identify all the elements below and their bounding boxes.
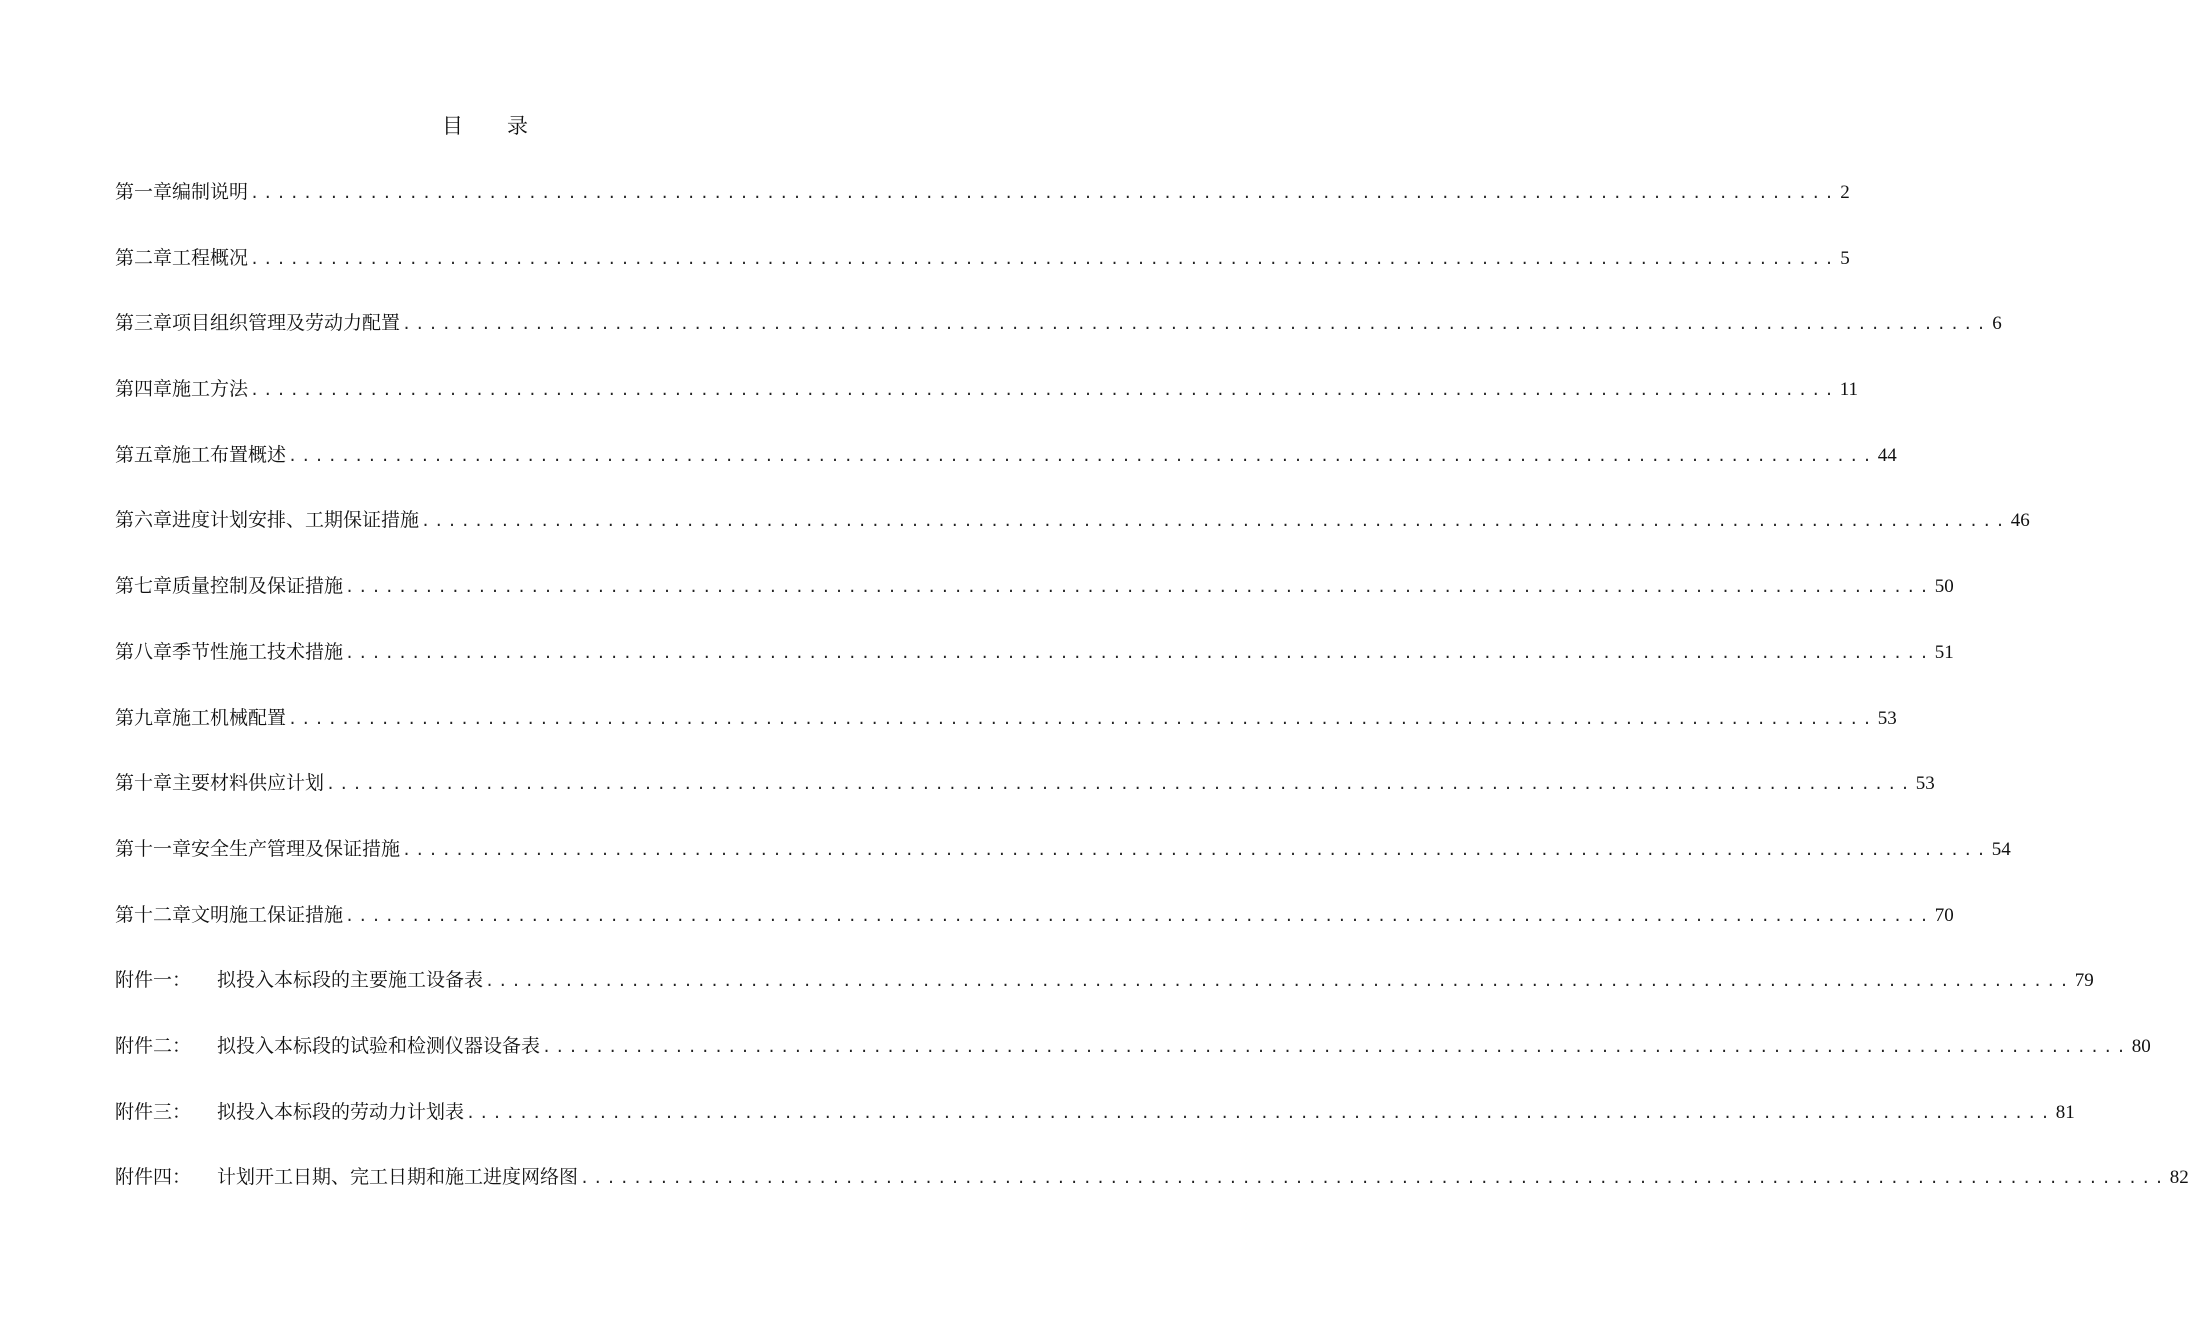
- toc-entry-title: 第一章编制说明: [115, 181, 249, 203]
- toc-entry[interactable]: [115, 304, 2002, 370]
- toc-entry-page-number: 46: [2010, 510, 2030, 532]
- toc-entry[interactable]: [115, 1093, 2075, 1159]
- toc-entry[interactable]: [115, 436, 1897, 502]
- toc-entry-title: 第八章季节性施工技术措施: [115, 640, 344, 663]
- toc-entry-title: 计划开工日期、完工日期和施工进度网络图: [217, 1166, 579, 1189]
- toc-entry-title: 第五章施工布置概述: [115, 443, 287, 466]
- dot-leader: ........................................................................................................................: [421, 512, 2009, 531]
- toc-list: [115, 173, 2189, 1224]
- dot-leader: ........................................................................................................................: [250, 381, 1838, 400]
- toc-entry-label: [115, 370, 248, 408]
- toc-entry-label: [115, 961, 483, 999]
- toc-entry-page-number: 54: [1991, 838, 2011, 860]
- toc-title-char-2: 录: [507, 114, 528, 138]
- toc-entry[interactable]: [115, 896, 1954, 962]
- dot-leader: ........................................................................................................................: [326, 775, 1914, 794]
- toc-entry-page-number: 81: [2055, 1101, 2075, 1123]
- toc-entry-title: 拟投入本标段的劳动力计划表: [217, 1100, 465, 1123]
- toc-entry-label: [115, 1093, 464, 1131]
- toc-entry[interactable]: [115, 961, 2094, 1027]
- dot-leader: ........................................................................................................................: [250, 249, 1838, 268]
- dot-leader: ........................................................................................................................: [402, 315, 1990, 334]
- dot-leader: ........................................................................................................................: [345, 578, 1933, 597]
- toc-entry-label: [115, 699, 286, 737]
- toc-entry-page-number: 70: [1934, 904, 1954, 926]
- toc-entry-title: 拟投入本标段的主要施工设备表: [217, 969, 484, 992]
- toc-entry-page-number: 53: [1915, 773, 1935, 795]
- toc-entry-title: 第九章施工机械配置: [115, 706, 287, 729]
- toc-entry-label: [115, 304, 400, 342]
- toc-entry-page-number: 82: [2169, 1167, 2189, 1189]
- dot-leader: ........................................................................................................................: [402, 840, 1990, 859]
- dot-leader: ........................................................................................................................: [466, 1103, 2054, 1122]
- toc-entry-label: [115, 830, 400, 868]
- toc-entry-label: [115, 436, 286, 474]
- toc-entry[interactable]: [115, 173, 1850, 239]
- toc-entry-label: [115, 1027, 540, 1065]
- toc-entry-prefix: 附件一：: [115, 969, 192, 992]
- toc-entry[interactable]: [115, 567, 1954, 633]
- toc-entry-label: [115, 567, 343, 605]
- toc-entry-page-number: 2: [1840, 182, 1850, 203]
- toc-title: [0, 110, 970, 140]
- toc-entry-prefix: 附件二：: [115, 1034, 192, 1057]
- toc-entry-page-number: 6: [1992, 313, 2002, 335]
- toc-entry-title: 拟投入本标段的试验和检测仪器设备表: [217, 1034, 541, 1057]
- toc-entry-page-number: 80: [2131, 1035, 2151, 1057]
- toc-entry-prefix: 附件三：: [115, 1100, 192, 1123]
- dot-leader: ........................................................................................................................: [580, 1169, 2168, 1188]
- toc-entry[interactable]: [115, 1158, 2189, 1224]
- toc-entry-page-number: 53: [1877, 707, 1897, 729]
- toc-entry-title: 第二章工程概况: [115, 246, 249, 269]
- toc-entry-page-number: 50: [1934, 576, 1954, 598]
- toc-entry-label: [115, 239, 248, 277]
- toc-entry-page-number: 79: [2074, 970, 2094, 992]
- toc-entry-prefix: 附件四：: [115, 1166, 192, 1189]
- toc-entry-title: 第十一章安全生产管理及保证措施: [115, 837, 401, 860]
- toc-entry-label: [115, 633, 343, 671]
- toc-entry[interactable]: [115, 830, 2011, 896]
- dot-leader: ........................................................................................................................: [542, 1037, 2130, 1056]
- toc-entry-label: [115, 764, 324, 802]
- dot-leader: ........................................................................................................................: [485, 972, 2073, 991]
- toc-title-char-1: 目: [442, 114, 463, 138]
- toc-entry[interactable]: [115, 764, 1935, 830]
- toc-entry-title: 第七章质量控制及保证措施: [115, 575, 344, 598]
- toc-entry[interactable]: [115, 1027, 2151, 1093]
- toc-entry-title: 第十二章文明施工保证措施: [115, 903, 344, 926]
- toc-entry-label: [115, 896, 343, 934]
- toc-entry-page-number: 44: [1877, 444, 1897, 466]
- toc-entry-page-number: 5: [1840, 247, 1850, 269]
- toc-entry-page-number: 11: [1839, 379, 1859, 401]
- dot-leader: ........................................................................................................................: [345, 643, 1933, 662]
- toc-entry[interactable]: [115, 370, 1859, 436]
- toc-entry-title: 第六章进度计划安排、工期保证措施: [115, 509, 420, 532]
- toc-entry-page-number: 51: [1934, 641, 1954, 663]
- dot-leader: ........................................................................................................................: [345, 906, 1933, 925]
- toc-entry-label: [115, 173, 248, 211]
- toc-entry-title: 第四章施工方法: [115, 378, 249, 401]
- dot-leader: ........................................................................................................................: [288, 709, 1876, 728]
- toc-entry[interactable]: [115, 699, 1897, 765]
- toc-entry[interactable]: [115, 633, 1954, 699]
- toc-entry-title: 第十章主要材料供应计划: [115, 772, 325, 795]
- toc-entry-title: 第三章项目组织管理及劳动力配置: [115, 312, 401, 335]
- toc-entry[interactable]: [115, 239, 1850, 305]
- toc-entry-label: [115, 1158, 578, 1196]
- toc-entry-label: [115, 501, 419, 539]
- toc-entry[interactable]: [115, 501, 2030, 567]
- dot-leader: ........................................................................................................................: [288, 446, 1876, 465]
- dot-leader: ........................................................................................................................: [250, 184, 1838, 202]
